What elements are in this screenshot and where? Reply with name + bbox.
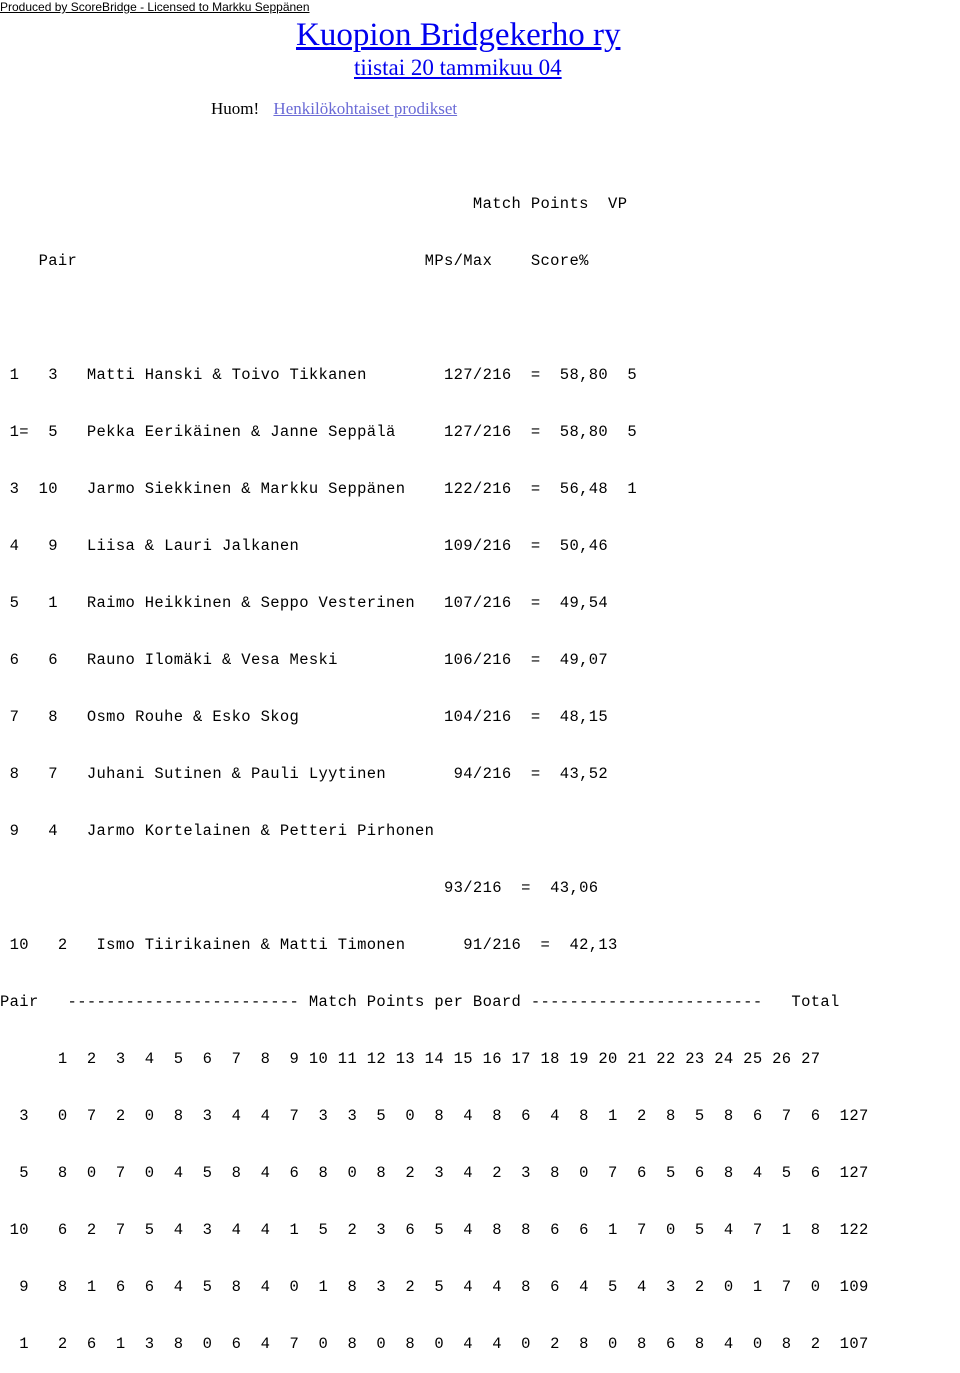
ranking-row: 7 8 Osmo Rouhe & Esko Skog 104/216 = 48,15: [0, 708, 609, 726]
club-title-link[interactable]: Kuopion Bridgekerho ry: [296, 17, 621, 53]
board-numbers-line: 1 2 3 4 5 6 7 8 9 10 11 12 13 14 15 16 17 18 19 20 21 22 23 24 25 26 27: [0, 1050, 821, 1068]
ranking-row: 4 9 Liisa & Lauri Jalkanen 109/216 = 50,46: [0, 537, 609, 555]
board-table-row: 5 8 0 7 0 4 5 8 4 6 8 0 8 2 3 4 2 3 8 0 7 6 5 6 8 4 5 6 127: [0, 1164, 869, 1182]
blank-line: [0, 309, 869, 328]
board-table-row: 10 6 2 7 5 4 3 4 4 1 5 2 3 6 5 4 8 8 6 6 1 7 0 5 4 7 1 8 122: [0, 1221, 869, 1239]
ranking-row: 9 4 Jarmo Kortelainen & Petteri Pirhonen: [0, 822, 435, 840]
ranking-header-line-1: Match Points VP: [0, 195, 628, 213]
ranking-row-continuation: 93/216 = 43,06: [0, 879, 599, 897]
board-table-row: 3 0 7 2 0 8 3 4 4 7 3 3 5 0 8 4 8 6 4 8 1 2 8 5 8 6 7 6 127: [0, 1107, 869, 1125]
notice-label: Huom!: [211, 99, 260, 118]
ranking-row: 5 1 Raimo Heikkinen & Seppo Vesterinen 107/216 = 49,54: [0, 594, 609, 612]
ranking-row: 1= 5 Pekka Eerikäinen & Janne Seppälä 127/216 = 58,80 5: [0, 423, 637, 441]
ranking-row: 1 3 Matti Hanski & Toivo Tikkanen 127/216 = 58,80 5: [0, 366, 637, 384]
scorebridge-license-banner[interactable]: Produced by ScoreBridge - Licensed to Markku Seppänen: [0, 0, 310, 14]
board-table-header: Pair ------------------------ Match Points per Board ------------------------ Total: [0, 993, 840, 1011]
board-table-row: 1 2 6 1 3 8 0 6 4 7 0 8 0 8 0 4 4 0 2 8 0 8 6 8 4 0 8 2 107: [0, 1335, 869, 1353]
ranking-row: 6 6 Rauno Ilomäki & Vesa Meski 106/216 = 49,07: [0, 651, 609, 669]
board-table-row: 9 8 1 6 6 4 5 8 4 0 1 8 3 2 5 4 4 8 6 4 5 4 3 2 0 1 7 0 109: [0, 1278, 869, 1296]
notice-line: [211, 98, 457, 120]
ranking-row: 8 7 Juhani Sutinen & Pauli Lyytinen 94/216 = 43,52: [0, 765, 609, 783]
ranking-row: 10 2 Ismo Tiirikainen & Matti Timonen 91/216 = 42,13: [0, 936, 618, 954]
ranking-header-line-2: Pair MPs/Max Score%: [0, 252, 589, 270]
ranking-row: 3 10 Jarmo Siekkinen & Markku Seppänen 122/216 = 56,48 1: [0, 480, 637, 498]
results-listing: [0, 157, 869, 1373]
event-date-link[interactable]: tiistai 20 tammikuu 04: [354, 55, 562, 80]
personal-scorecards-link[interactable]: Henkilökohtaiset prodikset: [273, 99, 458, 118]
